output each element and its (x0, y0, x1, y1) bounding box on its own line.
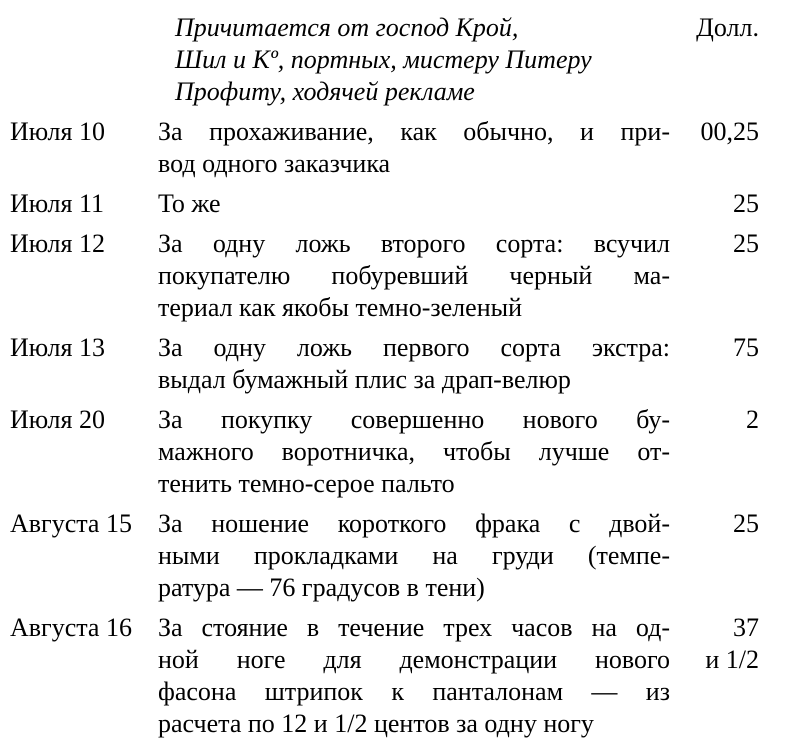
description-line: То же (158, 189, 221, 218)
description-line: За покупку совершенно нового бу- (158, 405, 670, 434)
amount-value: 75 (733, 333, 759, 362)
amount-value: 25 (733, 189, 759, 218)
ledger-title-line: Профиту, ходячей рекламе (175, 77, 475, 106)
ledger-entry (10, 332, 759, 396)
description-line: териал как якобы темно-зеленый (158, 293, 522, 322)
description-line: ными прокладками на груди (темпе- (158, 541, 670, 570)
description-line: выдал бумажный плис за драп-велюр (158, 365, 571, 394)
amount-value: 2 (746, 405, 759, 434)
description-line: мажного воротничка, чтобы лучше от- (158, 437, 670, 466)
description-line: ратура — 76 градусов в тени) (158, 573, 485, 602)
entry-date: Июля 12 (10, 229, 105, 258)
ledger-entry (10, 188, 759, 220)
entry-amount (670, 508, 759, 540)
currency-column-header: Долл. (696, 13, 759, 42)
entry-date: Июля 11 (10, 189, 105, 218)
entry-description (158, 332, 670, 396)
description-line: За одну ложь первого сорта экстра: (158, 333, 670, 362)
entry-amount (670, 188, 759, 220)
ledger-title-line: Шил и Кº, портных, мистеру Питеру (175, 45, 592, 74)
description-line: За ношение короткого фрака с двой- (158, 509, 670, 538)
entry-date: Августа 15 (10, 509, 132, 538)
entry-description (158, 188, 670, 220)
entry-date: Июля 13 (10, 333, 105, 362)
ledger-entry (10, 116, 759, 180)
ledger-title (158, 12, 670, 108)
ledger-entry (10, 508, 759, 604)
description-line: За прохаживание, как обычно, и при- (158, 117, 670, 146)
entry-date: Июля 10 (10, 117, 105, 146)
entry-amount (670, 404, 759, 436)
ledger-title-line: Причитается от господ Крой, (175, 13, 519, 42)
entry-description (158, 612, 670, 740)
description-line: вод одного заказчика (158, 149, 391, 178)
ledger-entry (10, 228, 759, 324)
description-line: тенить темно-серое пальто (158, 469, 455, 498)
description-line: расчета по 12 и 1/2 центов за одну ногу (158, 709, 594, 738)
entry-description (158, 404, 670, 500)
entry-description (158, 116, 670, 180)
entry-amount (670, 332, 759, 364)
ledger-entry (10, 612, 759, 740)
entry-amount (670, 116, 759, 148)
amount-value: 25 (733, 229, 759, 258)
entry-date: Июля 20 (10, 405, 105, 434)
entry-amount (670, 612, 759, 676)
description-line: фасона штрипок к панталонам — из (158, 677, 670, 706)
amount-value: и 1/2 (705, 645, 759, 674)
amount-value: 25 (733, 509, 759, 538)
description-line: За стояние в течение трех часов на од- (158, 613, 670, 642)
entry-date: Августа 16 (10, 613, 132, 642)
description-line: ной ноге для демонстрации нового (158, 645, 670, 674)
ledger-header (10, 12, 759, 108)
description-line: покупателю побуревший черный ма- (158, 261, 670, 290)
entry-description (158, 508, 670, 604)
entry-amount (670, 228, 759, 260)
amount-value: 37 (733, 613, 759, 642)
amount-value: 00,25 (700, 117, 759, 146)
ledger-entry (10, 404, 759, 500)
description-line: За одну ложь второго сорта: всучил (158, 229, 670, 258)
entry-description (158, 228, 670, 324)
